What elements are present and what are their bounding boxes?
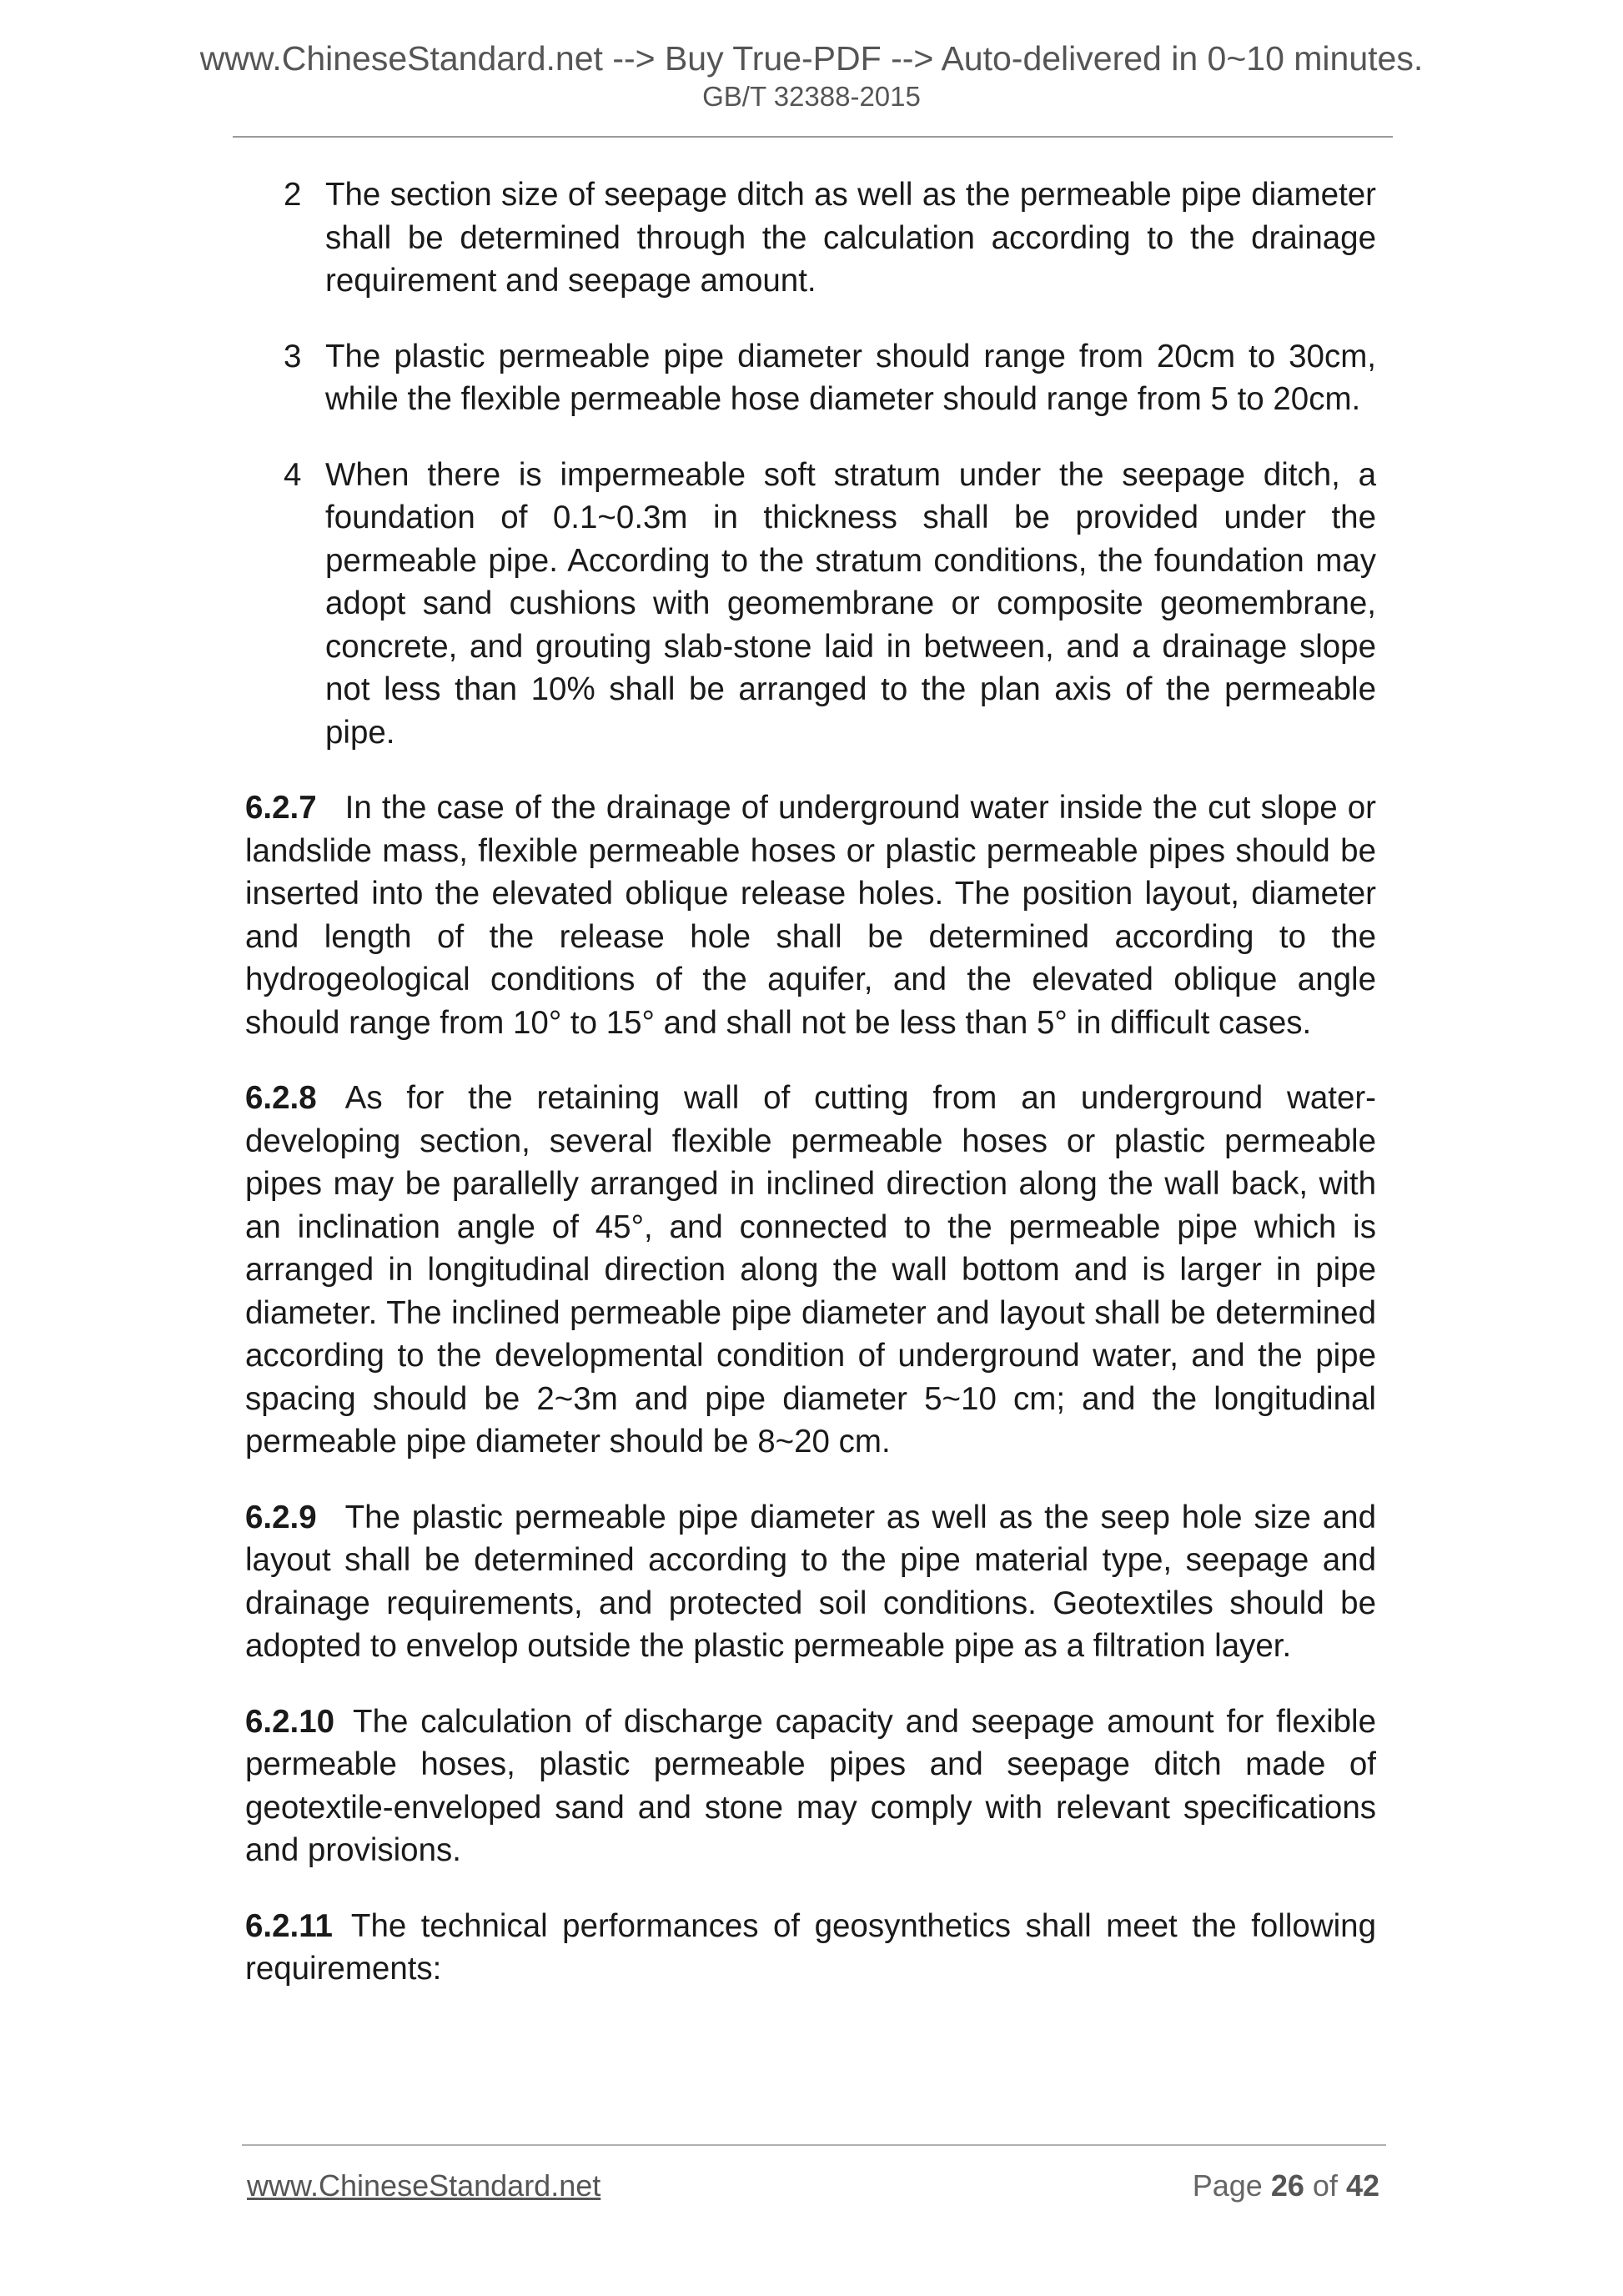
clause-number: 6.2.11 <box>245 1907 333 1944</box>
header-divider <box>233 136 1393 138</box>
list-item-text: When there is impermeable soft stratum under the seepage ditch, a foundation of 0.1~0.3m in thickness shall be provided under the permeable pipe. According to the stratum conditions, the foundation may adopt sand cushions with geomembrane or composite geomembrane, concrete, and grouting slab-stone laid in between, and a drainage slope not less than 10% shall be arranged to the plan axis of the permeable pipe. <box>325 456 1376 751</box>
clause-text: The plastic permeable pipe diameter as well as the seep hole size and layout shall be determined according to the pipe material type, seepage and drainage requirements, and protected soil conditions. Geotextiles should be adopted to envelop outside the plastic permeable pipe as a filtration layer. <box>245 1499 1376 1664</box>
footer-divider <box>242 2144 1386 2146</box>
standard-code: GB/T 32388-2015 <box>702 81 921 112</box>
page-indicator <box>1193 2168 1379 2203</box>
clause-6-2-11 <box>245 1905 1376 1991</box>
header-banner: www.ChineseStandard.net --> Buy True-PDF --> Auto-delivered in 0~10 minutes. <box>199 39 1424 78</box>
list-item <box>245 454 1376 755</box>
clause-6-2-7 <box>245 786 1376 1044</box>
document-body <box>245 173 1376 2023</box>
list-item <box>245 173 1376 303</box>
list-item-number: 4 <box>284 456 302 493</box>
list-item-text: The section size of seepage ditch as well as the permeable pipe diameter shall be determined through the calculation according to the drainage requirement and seepage amount. <box>325 177 1376 299</box>
footer-site-link[interactable]: www.ChineseStandard.net <box>247 2168 601 2203</box>
page-current: 26 <box>1270 2168 1304 2203</box>
clause-text: As for the retaining wall of cutting from an underground water-developing section, several flexible permeable hoses or plastic permeable pipes may be parallelly arranged in inclined direction along the wall back, with an inclination angle of 45°, and connected to the permeable pipe which is arranged in longitudinal direction along the wall bottom and is larger in pipe diameter. The inclined permeable pipe diameter and layout shall be determined according to the developmental condition of underground water, and the pipe spacing should be 2~3m and pipe diameter 5~10 cm; and the longitudinal permeable pipe diameter should be 8~20 cm. <box>245 1080 1376 1459</box>
clause-text: The technical performances of geosynthetics shall meet the following requirements: <box>245 1907 1376 1987</box>
clause-6-2-10 <box>245 1701 1376 1872</box>
clause-text: In the case of the drainage of underground water inside the cut slope or landslide mass, flexible permeable hoses or plastic permeable pipes should be inserted into the elevated oblique release holes. The position layout, diameter and length of the release hole shall be determined according to the hydrogeological conditions of the aquifer, and the elevated oblique angle should range from 10° to 15° and shall not be less than 5° in difficult cases. <box>245 790 1376 1041</box>
list-item-number: 3 <box>284 338 302 374</box>
clause-number: 6.2.9 <box>245 1499 317 1535</box>
page-total: 42 <box>1345 2168 1379 2203</box>
page-of: of <box>1312 2168 1338 2203</box>
clause-number: 6.2.8 <box>245 1080 317 1116</box>
list-item-text: The plastic permeable pipe diameter should range from 20cm to 30cm, while the flexible permeable hose diameter should range from 5 to 20cm. <box>325 338 1376 417</box>
page-header <box>0 37 1623 113</box>
clause-6-2-8 <box>245 1077 1376 1464</box>
clause-6-2-9 <box>245 1496 1376 1668</box>
list-item-number: 2 <box>284 177 302 213</box>
list-item <box>245 335 1376 421</box>
page-word: Page <box>1192 2168 1263 2203</box>
clause-number: 6.2.7 <box>245 790 317 826</box>
clause-text: The calculation of discharge capacity and seepage amount for flexible permeable hoses, plastic permeable pipes and seepage ditch made of geotextile-enveloped sand and stone may comply with relevant specifications and provisions. <box>245 1703 1376 1868</box>
clause-number: 6.2.10 <box>245 1703 335 1740</box>
